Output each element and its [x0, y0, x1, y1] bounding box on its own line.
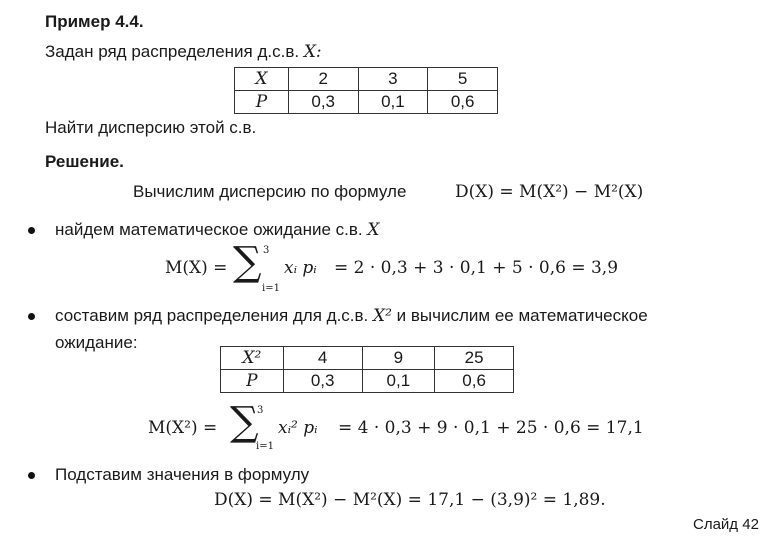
table-cell: 0,1 — [358, 91, 428, 114]
table-cell: 0,3 — [288, 91, 358, 114]
sum-upper-limit: 3 — [263, 245, 270, 256]
bullet-icon — [28, 472, 35, 479]
table-cell: 3 — [358, 68, 428, 91]
step1-text — [55, 220, 379, 240]
variance-formula: D(X) = M(X²) − M²(X) — [455, 182, 644, 202]
sum-symbol-icon: ∑ — [233, 239, 262, 285]
sum-upper-limit: 3 — [257, 405, 264, 416]
table-cell: 0,6 — [428, 91, 498, 114]
table-cell: 5 — [428, 68, 498, 91]
table-row — [221, 347, 514, 370]
mean2-lhs: M(X²) = — [148, 418, 218, 438]
task-text: Найти дисперсию этой с.в. — [45, 118, 257, 137]
table-cell: P — [235, 91, 289, 114]
sum-lower-limit: i=1 — [262, 283, 280, 294]
table-row — [235, 91, 498, 114]
distribution-table-x — [234, 67, 498, 114]
step2-label-b: и вычислим ее математическое — [396, 306, 648, 325]
bullet-icon — [28, 227, 35, 234]
solution-title: Решение. — [45, 152, 124, 171]
mean-lhs: M(X) = — [165, 258, 228, 278]
mean2-rhs: = 4 · 0,3 + 9 · 0,1 + 25 · 0,6 = 17,1 — [338, 418, 644, 438]
sum-term: xᵢ² pᵢ — [278, 418, 318, 438]
step2-variable: X² — [373, 306, 392, 326]
table-cell: 4 — [283, 347, 362, 370]
step3-text: Подставим значения в формулу — [55, 465, 310, 484]
bullet-icon — [28, 313, 35, 320]
step2-text-c: ожидание: — [55, 333, 138, 352]
step2-label-a: составим ряд распределения для д.с.в. — [55, 306, 369, 325]
table-cell: X — [235, 68, 289, 91]
final-formula: D(X) = M(X²) − M²(X) = 17,1 − (3,9)² = 1,89. — [214, 490, 606, 510]
sum-term: xᵢ pᵢ — [284, 258, 317, 278]
formula-intro: Вычислим дисперсию по формуле — [133, 182, 407, 201]
table-row — [221, 370, 514, 393]
table-cell: 0,6 — [435, 370, 514, 393]
distribution-table-x2 — [220, 346, 514, 393]
table-row — [235, 68, 498, 91]
given-variable: X: — [303, 42, 322, 62]
mean-rhs: = 2 · 0,3 + 3 · 0,1 + 5 · 0,6 = 3,9 — [334, 258, 619, 278]
table-cell: 25 — [435, 347, 514, 370]
given-label: Задан ряд распределения д.с.в. — [45, 42, 300, 61]
step1-variable: X — [367, 220, 380, 240]
table-cell: 0,3 — [283, 370, 362, 393]
step2-text — [55, 306, 648, 326]
step1-label: найдем математическое ожидание с.в. — [55, 220, 363, 239]
given-text — [45, 42, 322, 62]
example-title: Пример 4.4. — [45, 12, 144, 31]
table-cell: X² — [221, 347, 284, 370]
table-cell: 9 — [362, 347, 435, 370]
sum-lower-limit: i=1 — [256, 441, 274, 452]
table-cell: 0,1 — [362, 370, 435, 393]
slide-number: Слайд 42 — [693, 516, 759, 533]
table-cell: P — [221, 370, 284, 393]
table-cell: 2 — [288, 68, 358, 91]
sum-symbol-icon: ∑ — [230, 399, 259, 445]
